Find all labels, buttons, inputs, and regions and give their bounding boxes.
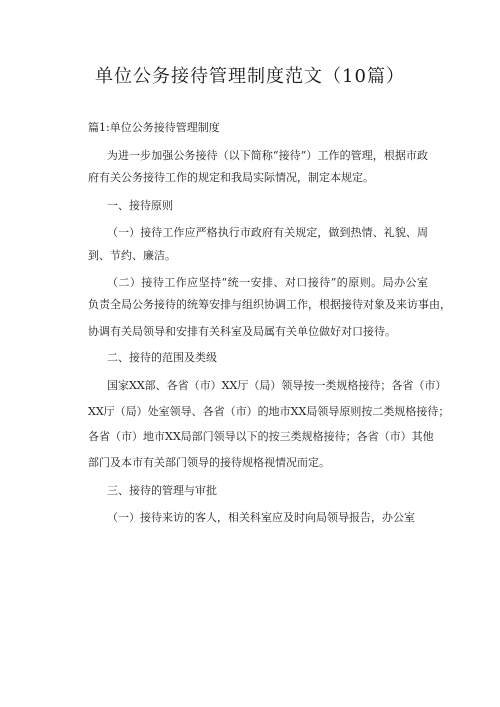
paragraph-line: （一）接待工作应严格执行市政府有关规定，做到热情、礼貌、周: [107, 226, 428, 239]
paragraph-line: （二）接待工作应坚持“统一安排、对口接待”的原则。局办公室: [107, 276, 428, 289]
paragraph-line: 协调有关局领导和安排有关科室及局属有关单位做好对口接待。: [88, 325, 396, 338]
paragraph-line: 各省（市）地市XX局部门领导以下的按三类规格接待；各省（市）其他: [88, 430, 434, 443]
section-heading: 二、接待的范围及类级: [107, 351, 217, 364]
paragraph-line: 负责全局公务接待的统筹安排与组织协调工作，根据接待对象及来访事由，: [88, 298, 451, 311]
paragraph-line: 国家XX部、各省（市）XX厅（局）领导按一类规格接待；各省（市）: [107, 379, 447, 392]
paragraph-line: 到、节约、廉洁。: [88, 249, 176, 262]
paragraph-line: 部门及本市有关部门领导的接待规格视情况而定。: [88, 456, 330, 469]
paragraph-line: XX厅（局）处室领导、各省（市）的地市XX局领导原则按二类规格接待；: [88, 405, 450, 418]
paragraph-line: 为进一步加强公务接待（以下简称“接待”）工作的管理，根据市政: [107, 149, 428, 162]
section-heading: 篇1:单位公务接待管理制度: [88, 121, 220, 134]
section-heading: 三、接待的管理与审批: [107, 484, 217, 497]
paragraph-line: 府有关公务接待工作的规定和我局实际情况，制定本规定。: [88, 171, 374, 184]
paragraph-line: （一）接待来访的客人，相关科室应及时向局领导报告，办公室: [107, 511, 415, 524]
document-title: 单位公务接待管理制度范文（10篇）: [95, 66, 405, 87]
section-heading: 一、接待原则: [107, 199, 173, 212]
